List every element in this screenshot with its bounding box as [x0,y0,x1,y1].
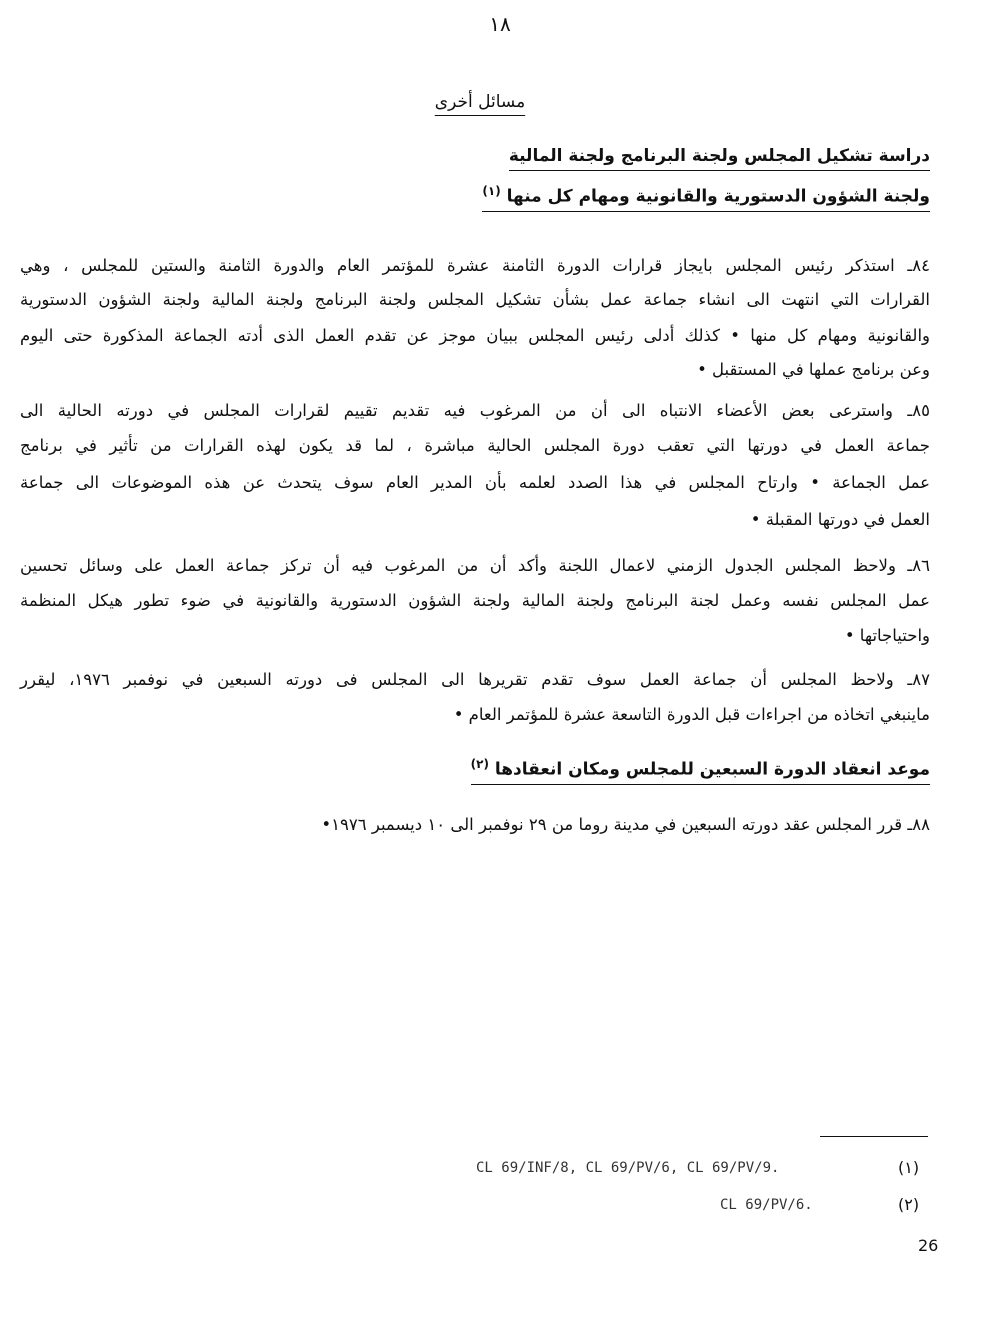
page-header-number: ١٨ [489,12,511,36]
subheading-text: موعد انعقاد الدورة السبعين للمجلس ومكان انعقادها [494,759,930,780]
paragraph-87-line: ٨٧ـ ولاحظ المجلس أن جماعة العمل سوف تقدم تقريرها الى المجلس فى دورته السبعين في نوفمبر ١٩٧٦، ليقرر [20,670,930,689]
subheading-1-line-2 [482,184,930,212]
paragraph-84-line: وعن برنامج عملها في المستقبل • [697,360,930,379]
footnote-number: (٢) [898,1195,920,1214]
paragraph-87-line: ماينبغي اتخاذه من اجراءات قبل الدورة التاسعة عشرة للمؤتمر العام • [453,705,930,724]
paragraph-85-line: العمل في دورتها المقبلة • [750,510,930,529]
section-title: مسائل أخرى [434,92,526,112]
subheading-2 [471,757,930,785]
footnote-number: (١) [898,1158,920,1177]
footnote-ref: (٢) [470,757,489,771]
subheading-1-line-1 [509,146,930,171]
paragraph-85-line: ٨٥ـ واسترعى بعض الأعضاء الانتباه الى أن من المرغوب فيه تقديم تقييم لقرارات المجلس في دورته الحالية الى [20,401,930,420]
paragraph-86-line: واحتياجاتها • [844,626,930,645]
paragraph-85-line: جماعة العمل في دورتها التي تعقب دورة المجلس الحالية مباشرة ، لما قد يكون لهذه القرارات من تأثير في برنامج [20,436,930,455]
footnote-text: CL 69/INF/8, CL 69/PV/6, CL 69/PV/9. [476,1160,780,1176]
paragraph-86-line: عمل المجلس نفسه وعمل لجنة البرنامج ولجنة المالية ولجنة الشؤون الدستورية والقانونية في ضوء تطور هيكل المنظمة [20,591,930,610]
paragraph-84-line: ٨٤ـ استذكر رئيس المجلس بايجاز قرارات الدورة الثامنة عشرة للمؤتمر العام والدورة الثامنة والستين للمجلس ، وهي [20,256,930,275]
paragraph-84-line: والقانونية ومهام كل منها • كذلك أدلى رئيس المجلس ببيان موجز عن تقدم العمل الذى أدته الجماعة المذكورة حتى اليوم [20,326,930,345]
page-number: 26 [918,1236,939,1255]
subheading-text: دراسة تشكيل المجلس ولجنة البرنامج ولجنة المالية [508,146,930,166]
paragraph-88-line: ٨٨ـ قرر المجلس عقد دورته السبعين في مدينة روما من ٢٩ نوفمبر الى ١٠ ديسمبر ١٩٧٦• [321,815,930,834]
paragraph-86-line: ٨٦ـ ولاحظ المجلس الجدول الزمني لاعمال اللجنة وأكد أن من المرغوب فيه أن تركز جماعة العمل على وسائل تحسين [20,556,930,575]
paragraph-85-line: عمل الجماعة • وارتاح المجلس في هذا الصدد لعلمه بأن المدير العام سوف يتحدث عن هذه الموضوعات الى جماعة [20,473,930,492]
footnote-text: CL 69/PV/6. [720,1197,813,1213]
subheading-text: ولجنة الشؤون الدستورية والقانونية ومهام كل منها [506,186,930,207]
footnote-ref: (١) [482,184,501,198]
footnote-divider [820,1136,928,1137]
paragraph-84-line: القرارات التي انتهت الى انشاء جماعة عمل بشأن تشكيل المجلس ولجنة البرنامج ولجنة المالية ولجنة الشؤون الدستورية [20,290,930,309]
